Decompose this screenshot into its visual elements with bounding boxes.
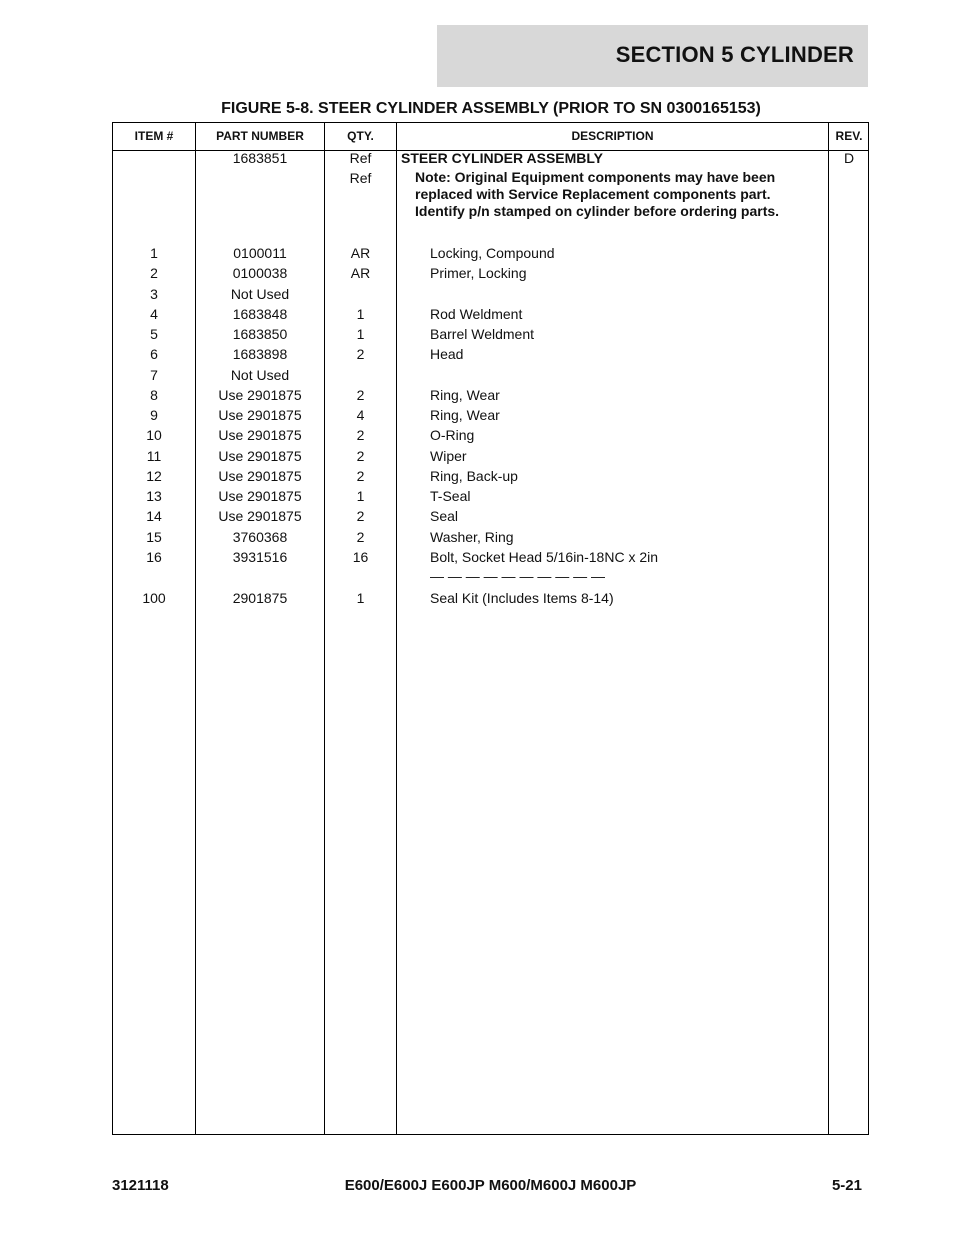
column-header-item: ITEM # — [134, 129, 174, 143]
table-header — [113, 123, 868, 151]
item-cell: 2 — [150, 265, 158, 281]
table-row — [113, 405, 868, 425]
assembly-qty: Ref — [349, 150, 372, 166]
note-text: Note: Original Equipment components may have been replaced with Service Replacement components part. Identify p/n stamped on cylinder before ordering parts. — [415, 169, 780, 219]
table-row — [113, 547, 868, 567]
column-header-rev: REV. — [835, 129, 863, 143]
qty-cell: 2 — [356, 346, 365, 362]
item-cell: 6 — [150, 346, 158, 362]
part-number-cell: 3931516 — [232, 549, 288, 565]
column-header-qty: QTY. — [347, 129, 374, 143]
qty-cell: 1 — [356, 326, 365, 342]
assembly-part-number: 1683851 — [232, 150, 288, 166]
models: E600/E600J E600JP M600/M600J M600JP — [344, 1177, 637, 1194]
item-cell: 13 — [146, 488, 162, 504]
item-cell: 5 — [150, 326, 158, 342]
qty-cell: 16 — [352, 549, 369, 565]
item-cell: 9 — [150, 407, 158, 423]
parts-table — [112, 122, 869, 1135]
part-number-cell: Use 2901875 — [218, 407, 302, 423]
qty-cell: 2 — [356, 508, 365, 524]
table-row — [113, 466, 868, 486]
part-number-cell: Use 2901875 — [218, 468, 302, 484]
assembly-row — [113, 148, 868, 168]
description-cell: Locking, Compound — [430, 245, 555, 261]
table-row — [113, 263, 868, 283]
item-cell: 15 — [146, 529, 162, 545]
table-row — [113, 566, 868, 586]
figure-title: FIGURE 5-8. STEER CYLINDER ASSEMBLY (PRIOR TO SN 0300165153) — [221, 100, 761, 117]
table-row — [113, 324, 868, 344]
qty-cell: 2 — [356, 529, 365, 545]
section-title: SECTION 5 CYLINDER — [615, 42, 854, 67]
page-number: 5-21 — [831, 1177, 862, 1194]
item-cell: 4 — [150, 306, 158, 322]
item-cell: 11 — [146, 448, 162, 464]
qty-cell: 1 — [356, 488, 365, 504]
description-cell: Seal — [430, 508, 459, 524]
part-number-cell: 1683848 — [232, 306, 288, 322]
table-row — [113, 385, 868, 405]
table-row — [113, 446, 868, 466]
description-cell: Seal Kit (Includes Items 8-14) — [430, 590, 614, 606]
description-cell: O-Ring — [430, 427, 475, 443]
part-number-cell: Use 2901875 — [218, 427, 302, 443]
item-cell: 10 — [146, 427, 162, 443]
part-number-cell: 1683850 — [232, 326, 288, 342]
item-cell: 8 — [150, 387, 158, 403]
item-cell: 14 — [146, 508, 162, 524]
description-cell: Rod Weldment — [430, 306, 523, 322]
table-row — [113, 284, 868, 304]
qty-cell: 1 — [356, 590, 365, 606]
qty-cell: AR — [350, 265, 371, 281]
column-header-description: DESCRIPTION — [571, 129, 654, 143]
table-row — [113, 365, 868, 385]
part-number-cell: 1683898 — [232, 346, 288, 362]
table-row — [113, 486, 868, 506]
table-row — [113, 304, 868, 324]
item-cell: 12 — [146, 468, 162, 484]
description-cell: Wiper — [430, 448, 467, 464]
table-row — [113, 243, 868, 263]
qty-cell: 2 — [356, 387, 365, 403]
table-row — [113, 425, 868, 445]
column-header-part-number: PART NUMBER — [216, 129, 304, 143]
doc-number: 3121118 — [112, 1177, 169, 1194]
part-number-cell: Use 2901875 — [218, 488, 302, 504]
item-cell: 100 — [142, 590, 166, 606]
qty-cell: 2 — [356, 448, 365, 464]
assembly-rev: D — [843, 150, 855, 166]
description-cell: Ring, Back-up — [430, 468, 518, 484]
part-number-cell: 3760368 — [232, 529, 288, 545]
qty-cell: 2 — [356, 427, 365, 443]
part-number-cell: Not Used — [230, 286, 290, 302]
table-row — [113, 344, 868, 364]
assembly-description: STEER CYLINDER ASSEMBLY — [401, 150, 603, 166]
qty-cell: 1 — [356, 306, 365, 322]
part-number-cell: Use 2901875 — [218, 387, 302, 403]
note-qty: Ref — [349, 170, 372, 186]
item-cell: 7 — [150, 367, 158, 383]
table-row — [113, 527, 868, 547]
description-cell: Barrel Weldment — [430, 326, 535, 342]
item-cell: 16 — [146, 549, 162, 565]
qty-cell: 2 — [356, 468, 365, 484]
qty-cell: 4 — [356, 407, 365, 423]
table-row — [113, 588, 868, 608]
table-row — [113, 506, 868, 526]
description-cell: Bolt, Socket Head 5/16in-18NC x 2in — [430, 549, 659, 565]
part-number-cell: 2901875 — [232, 590, 288, 606]
description-cell: T-Seal — [430, 488, 471, 504]
description-cell: Head — [430, 346, 464, 362]
part-number-cell: Use 2901875 — [218, 448, 302, 464]
part-number-cell: Use 2901875 — [218, 508, 302, 524]
description-cell: — — — — — — — — — — — [430, 568, 606, 584]
qty-cell: AR — [350, 245, 371, 261]
description-cell: Ring, Wear — [430, 387, 500, 403]
description-cell: Primer, Locking — [430, 265, 527, 281]
part-number-cell: 0100038 — [232, 265, 288, 281]
item-cell: 3 — [150, 286, 158, 302]
part-number-cell: 0100011 — [233, 245, 287, 261]
section-header — [437, 25, 868, 87]
description-cell: Washer, Ring — [430, 529, 514, 545]
description-cell: Ring, Wear — [430, 407, 500, 423]
item-cell: 1 — [150, 245, 158, 261]
part-number-cell: Not Used — [230, 367, 290, 383]
